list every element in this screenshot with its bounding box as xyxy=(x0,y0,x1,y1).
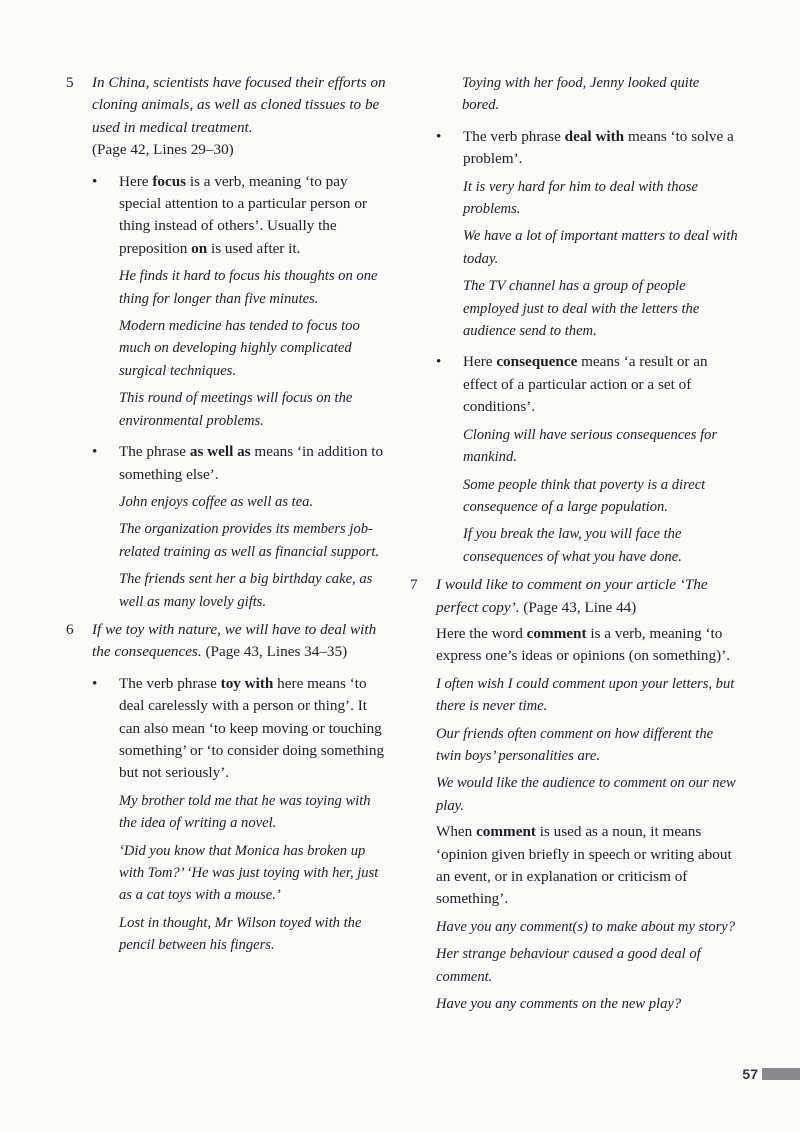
term: as well as xyxy=(189,443,251,461)
bullet-toy-with: • The verb phrase toy with here means ‘to deal carelessly with a person or thing’. It can also mean ‘to keep moving or touching something’ or ‘to consider doing something but not seriously’. My brother told me that he was toying with the idea of writing a novel. ‘Did you know that Monica has broken up with Tom?’ ‘He was just toying with her, just as a cat toys with a mouse.’ Lost in thought, Mr Wilson toyed with the pencil between his fingers. xyxy=(92,673,390,957)
page-number-block xyxy=(742,1066,800,1082)
bullet-icon: • xyxy=(92,172,98,190)
bullet-consequence: • Here consequence means ‘a result or an effect of a particular action or a set of conditions’. Cloning will have serious consequences for mankind. Some people think that poverty is a direct consequence of a large population. If you break the law, you will face the consequences of what you have done. xyxy=(436,351,740,568)
bullet-icon: • xyxy=(92,674,98,692)
example: Modern medicine has tended to focus too much on developing highly complicated surgical techniques. xyxy=(119,318,360,379)
example: My brother told me that he was toying with the idea of writing a novel. xyxy=(119,792,371,832)
source-ref: (Page 43, Lines 34–35) xyxy=(205,643,348,661)
bullet-deal-with: • The verb phrase deal with means ‘to solve a problem’. It is very hard for him to deal with those problems. We have a lot of important matters to deal with today. The TV channel has a group of people employed just to deal with the letters the audience send to them. xyxy=(436,126,740,343)
quote: I would like to comment on your article ‘The perfect copy’. xyxy=(436,576,708,616)
example: Cloning will have serious consequences for mankind. xyxy=(463,426,718,466)
term: comment xyxy=(526,624,587,642)
term: focus xyxy=(152,172,187,190)
example: John enjoys coffee as well as tea. xyxy=(119,493,314,510)
quote: In China, scientists have focused their efforts on cloning animals, as well as cloned tissues to be used in medical treatment. xyxy=(92,74,386,136)
term: toy with xyxy=(220,674,274,692)
example: Toying with her food, Jenny looked quite bored. xyxy=(462,75,700,114)
bullet-icon: • xyxy=(436,353,442,371)
explanation-verb: Here the word comment is a verb, meaning ‘to express one’s ideas or opinions (on something)’. xyxy=(436,624,730,665)
quote: If we toy with nature, we will have to deal with the consequences. xyxy=(92,620,377,661)
term: consequence xyxy=(496,353,578,371)
source-ref: (Page 43, Line 44) xyxy=(523,598,637,616)
bullet-icon: • xyxy=(92,443,98,461)
example: We would like the audience to comment on our new play. xyxy=(436,775,736,814)
example: If you break the law, you will face the consequences of what you have done. xyxy=(463,526,682,565)
item-number: 6 xyxy=(66,620,74,638)
item-number: 5 xyxy=(66,74,74,91)
left-column xyxy=(66,72,390,957)
example: Have you any comments on the new play? xyxy=(436,996,682,1013)
continued-example-block xyxy=(410,72,740,117)
example: The friends sent her a big birthday cake, as well as many lovely gifts. xyxy=(119,571,373,610)
example: Have you any comment(s) to make about my story? xyxy=(436,918,736,935)
example: The TV channel has a group of people employed just to deal with the letters the audience send to them. xyxy=(463,278,700,340)
bullet-icon: • xyxy=(436,127,442,145)
term: comment xyxy=(476,823,536,841)
example: We have a lot of important matters to deal with today. xyxy=(463,228,738,267)
example: Her strange behaviour caused a good deal of comment. xyxy=(436,946,701,985)
item-6 xyxy=(66,619,390,957)
example: Our friends often comment on how different the twin boys’ personalities are. xyxy=(436,725,714,764)
example: This round of meetings will focus on the environmental problems. xyxy=(119,390,353,429)
example: I often wish I could comment upon your letters, but there is never time. xyxy=(436,675,735,715)
bullet-as-well-as: • The phrase as well as means ‘in addition to something else’. John enjoys coffee as well as tea. The organization provides its members job-related training as well as financial support. The friends sent her a big birthday cake, as well as many lovely gifts. xyxy=(92,441,390,613)
example: Lost in thought, Mr Wilson toyed with the pencil between his fingers. xyxy=(119,914,362,954)
explanation-noun: When comment is used as a noun, it means ‘opinion given briefly in speech or writing about an event, or in explanation or criticism of something’. xyxy=(436,823,732,908)
source-ref: (Page 42, Lines 29–30) xyxy=(92,141,234,159)
item-6-continued xyxy=(410,126,740,568)
page-number: 57 xyxy=(742,1066,758,1082)
bullet-focus: • Here focus is a verb, meaning ‘to pay special attention to a particular person or thing instead of others’. Usually the preposition on is used after it. He finds it hard to focus his thoughts on one thing for longer than five minutes. Modern medicine has tended to focus too much on developing highly complicated surgical techniques. This round of meetings will focus on the environmental problems. xyxy=(92,171,390,432)
example: Some people think that poverty is a direct consequence of a large population. xyxy=(463,476,706,515)
example: He finds it hard to focus his thoughts on one thing for longer than five minutes. xyxy=(119,268,378,307)
term: deal with xyxy=(564,127,625,145)
example: It is very hard for him to deal with those problems. xyxy=(463,178,698,218)
item-number: 7 xyxy=(410,576,418,594)
page-tab-bar xyxy=(762,1068,800,1080)
example: The organization provides its members job-related training as well as financial support. xyxy=(119,521,380,560)
item-5 xyxy=(66,72,390,613)
right-column xyxy=(410,72,740,1015)
example: ‘Did you know that Monica has broken up with Tom?’ ‘He was just toying with her, just as a cat toys with a mouse.’ xyxy=(119,842,379,904)
item-7 xyxy=(410,574,740,1015)
term: on xyxy=(191,239,208,257)
